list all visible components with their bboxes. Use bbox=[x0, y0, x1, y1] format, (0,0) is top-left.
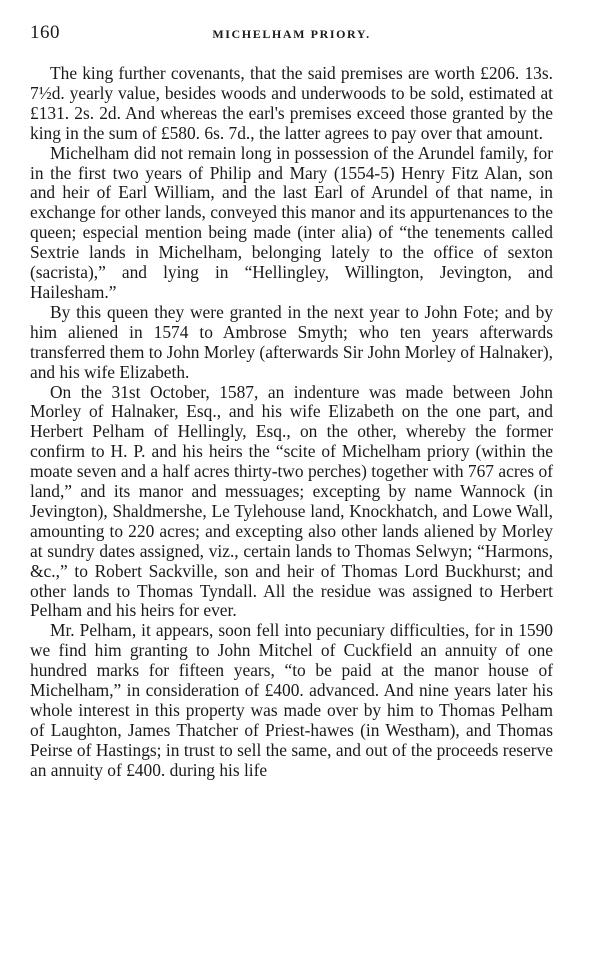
running-title: MICHELHAM PRIORY. bbox=[212, 27, 371, 41]
paragraph: On the 31st October, 1587, an indenture was made between John Morley of Halnaker, Esq., and his wife Elizabeth on the one part, and Herbert Pelham of Hellingly, Esq., on the other, whereby the former confirm to H. P. and his heirs the “scite of Michelham priory (within the moate seven and a half acres thirty-two perches) together with 767 acres of land,” and its manor and messuages; excepting by name Wannock (in Jevington), Shaldmershe, Le Tylehouse land, Knockhatch, and Lowe Wall, amounting to 220 acres; and excepting also other lands aliened by Morley at sundry dates assigned, viz., certain lands to Thomas Selwyn; “Harmons, &c.,” to Robert Sackville, son and heir of Thomas Lord Buckhurst; and other lands to Thomas Tyndall. All the residue was assigned to Herbert Pelham and his heirs for ever. bbox=[30, 381, 553, 621]
paragraph: The king further covenants, that the said premises are worth £206. 13s. 7½d. yearly value, besides woods and underwoods to be sold, estimated at £131. 2s. 2d. And whereas the earl's premises exceed those granted by the king in the sum of £580. 6s. 7d., the latter agrees to pay over that amount. bbox=[30, 63, 553, 143]
page-number: 160 bbox=[30, 22, 60, 43]
paragraph: Michelham did not remain long in possession of the Arundel family, for in the first two years of Philip and Mary (1554-5) Henry Fitz Alan, son and heir of Earl William, and the last Earl of Arundel of that name, in exchange for other lands, conveyed this manor and its appurtenances to the queen; especial mention being made (inter alia) of “the tenements called Sextrie lands in Michelham, belonging lately to the office of sexton (sacrista),” and lying in “Hellingley, Willington, Jevington, and Hailesham.” bbox=[30, 142, 553, 302]
book-page bbox=[30, 22, 553, 781]
body-text bbox=[30, 64, 553, 781]
running-head bbox=[30, 22, 553, 50]
paragraph: By this queen they were granted in the next year to John Fote; and by him aliened in 1574 to Ambrose Smyth; who ten years afterwards transferred them to John Morley (afterwards Sir John Morley of Halnaker), and his wife Elizabeth. bbox=[30, 301, 554, 382]
paragraph: Mr. Pelham, it appears, soon fell into pecuniary difficulties, for in 1590 we find him granting to John Mitchel of Cuckfield an annuity of one hundred marks for fifteen years, “to be paid at the manor house of Michelham,” in consideration of £400. advanced. And nine years later his whole interest in this property was made over by him to Thomas Pelham of Laughton, James Thatcher of Priest-hawes (in Westham), and Thomas Peirse of Hastings; in trust to sell the same, and out of the proceeds reserve an annuity of £400. during his life bbox=[30, 620, 553, 780]
